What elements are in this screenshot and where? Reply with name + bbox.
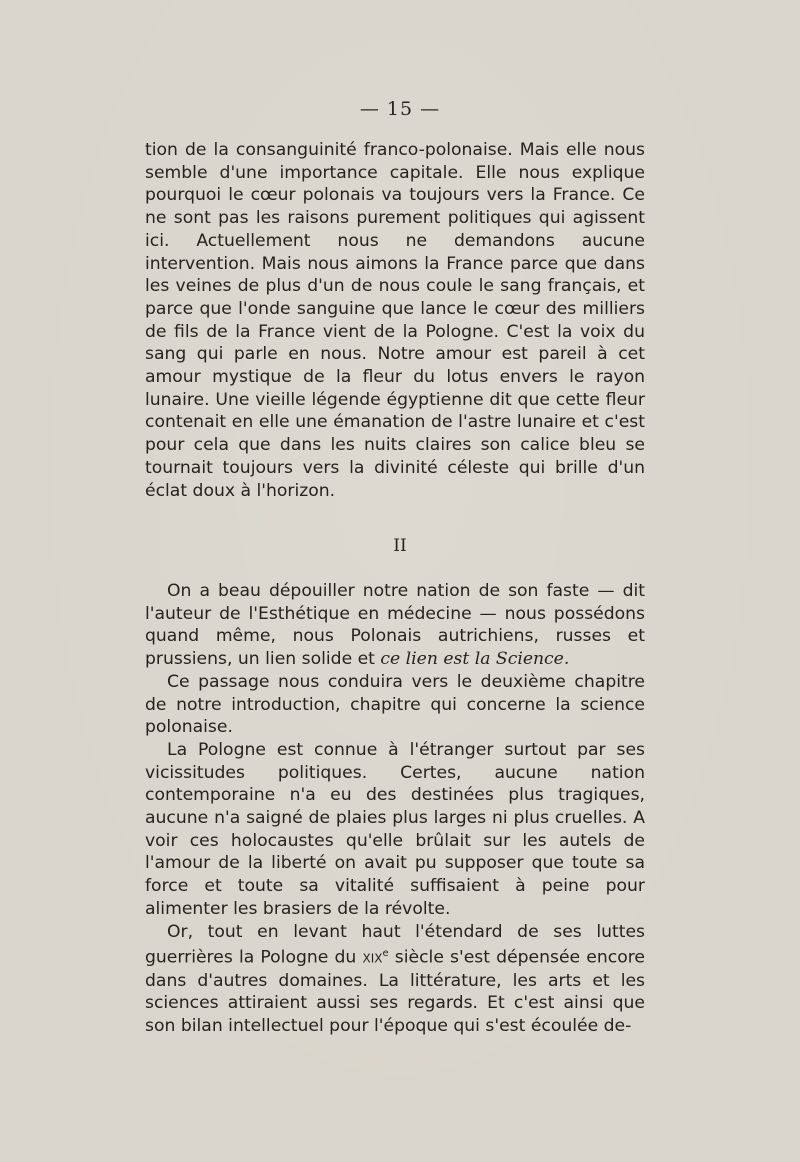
paragraph-text: On a beau dépouiller notre nation de son faste — dit l'auteur de l'Esthétique en médecine — nous possédons quand même, nous Polonais autrichiens, russes et prussiens, un lien solide et: [145, 581, 645, 670]
paragraph: [145, 921, 645, 1038]
paragraph-text: siècle s'est dépensée encore dans d'autres domaines. La littérature, les arts et les sciences attiraient aussi ses regards. Et c'est ainsi que son bilan intellectuel pour l'époque qui s'est écoulée de-: [145, 947, 645, 1037]
century-superscript: e: [382, 948, 389, 960]
paragraph-text: Or, tout en levant haut l'étendard de ses luttes guerrières la Pologne du: [145, 921, 645, 968]
section-heading: II: [393, 536, 407, 556]
paragraph: [145, 580, 645, 671]
emphasized-phrase: ce lien est la Science.: [380, 649, 570, 670]
text-block-intro: [145, 139, 645, 502]
paragraph: Ce passage nous conduira vers le deuxième chapitre de notre introduction, chapitre qui concerne la science polonaise.: [145, 671, 645, 738]
text-block-section-ii: [145, 580, 645, 1038]
page-number: — 15 —: [359, 98, 441, 120]
paragraph: La Pologne est connue à l'étranger surtout par ses vicissitudes politiques. Certes, aucune nation contemporaine n'a eu des destinées plus tragiques, aucune n'a saigné de plaies plus larges ni plus cruelles. A voir ces holocaustes qu'elle brûlait sur les autels de l'amour de la liberté on avait pu supposer que toute sa force et toute sa vitalité suffisaient à peine pour alimenter les brasiers de la révolte.: [145, 739, 645, 919]
paragraph: tion de la consanguinité franco-polonaise. Mais elle nous semble d'une importance capitale. Elle nous explique pourquoi le cœur polonais va toujours vers la France. Ce ne sont pas les raisons purement politiques qui agissent ici. Actuellement nous ne demandons aucune intervention. Mais nous aimons la France parce que dans les veines de plus d'un de nous coule le sang français, et parce que l'onde sanguine que lance le cœur des milliers de fils de la France vient de la Pologne. C'est la voix du sang qui parle en nous. Notre amour est pareil à cet amour mystique de la fleur du lotus envers le rayon lunaire. Une vieille légende égyptienne dit que cette fleur contenait en elle une émanation de l'astre lunaire et c'est pour cela que dans les nuits claires son calice bleu se tournait toujours vers la divinité céleste qui brille d'un éclat doux à l'horizon.: [145, 140, 645, 501]
century-numeral: xix: [362, 947, 383, 968]
